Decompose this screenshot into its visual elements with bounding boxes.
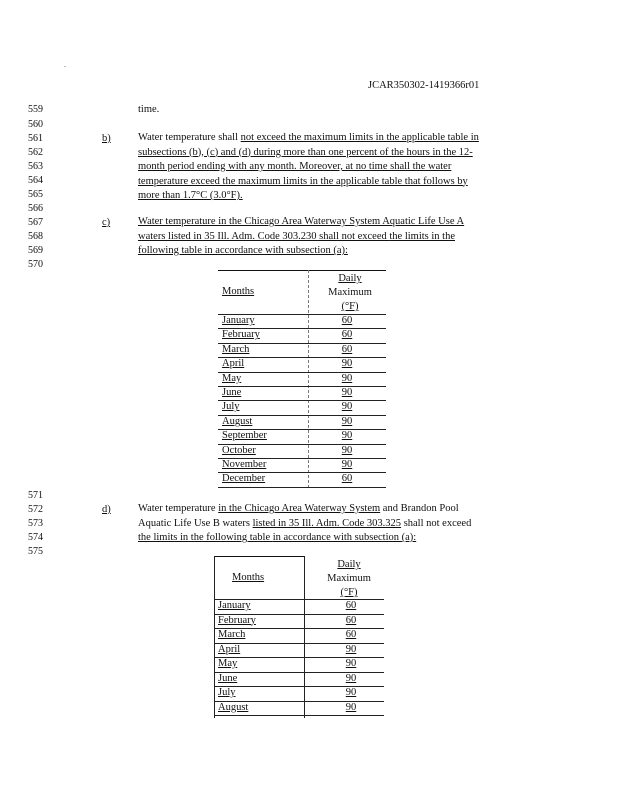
month-cell: May	[218, 658, 238, 669]
text-segment: in accordance with subsection (a):	[272, 532, 417, 543]
month-cell: February	[218, 614, 256, 626]
month-cell: March	[222, 343, 250, 355]
month-cell: March	[218, 629, 246, 640]
max-temp-cell: 60	[341, 473, 353, 485]
line-number-575: 575	[28, 546, 43, 557]
subsection-c-text	[138, 215, 464, 259]
month-cell: September	[222, 430, 267, 442]
month-cell: April	[222, 358, 245, 370]
month-cell: December	[222, 473, 266, 485]
line-number-572: 572	[28, 504, 43, 515]
max-temp-cell: 90	[341, 372, 353, 384]
month-cell: July	[222, 401, 240, 413]
header-line: Daily	[338, 273, 362, 284]
text-segment: Water temperature in the Chicago Area Waterway System Aquatic Life Use A	[138, 216, 465, 227]
month-cell: October	[222, 444, 256, 456]
continued-text: time.	[138, 104, 160, 115]
text-segment: during more than one percent of the hours in the 12-	[253, 146, 473, 158]
subsection-b-text	[138, 131, 479, 204]
max-temp-cell: 90	[345, 687, 357, 698]
text-segment: subsections (b), (c) and (d)	[138, 146, 254, 158]
table-top-rule	[214, 556, 304, 557]
header-line: Maximum	[328, 287, 372, 298]
max-temp-cell: 90	[341, 387, 353, 398]
line-number-568: 568	[28, 231, 43, 242]
month-cell: January	[222, 315, 255, 326]
months-header: Months	[232, 572, 265, 583]
max-temp-cell: 90	[341, 459, 353, 470]
header-line: Maximum	[327, 573, 371, 584]
text-segment: subsection (a):	[286, 245, 348, 256]
row-rule	[218, 487, 386, 488]
month-cell: May	[222, 372, 242, 384]
text-segment: shall not exceed	[401, 517, 472, 529]
header-line: (°F)	[340, 587, 358, 598]
text-segment: waters listed in 35 Ill. Adm. Code 303.230 shall not exceed	[138, 230, 390, 242]
header-line: Daily	[337, 559, 361, 570]
text-segment: the limits in the	[389, 230, 455, 242]
max-temp-cell: 90	[341, 430, 353, 442]
text-segment: Aquatic Life Use B waters	[138, 517, 253, 529]
month-cell: February	[222, 329, 260, 341]
daily-maximum-header	[314, 272, 386, 314]
line-number-563: 563	[28, 161, 43, 172]
subsection-b-label: b)	[102, 133, 111, 144]
line-number-559: 559	[28, 104, 43, 115]
subsection-c-label: c)	[102, 217, 111, 228]
temperature-table-d	[214, 556, 384, 718]
max-temp-cell: 90	[345, 643, 357, 655]
line-number-573: 573	[28, 518, 43, 529]
max-temp-cell: 90	[341, 415, 353, 427]
text-segment: month period ending with any month. Moreover, at no time shall the water	[138, 161, 452, 172]
month-cell: August	[222, 415, 253, 427]
subsection-d-label: d)	[102, 504, 111, 515]
month-cell: April	[218, 643, 241, 655]
text-segment: and Brandon Pool	[380, 503, 459, 514]
max-temp-cell: 90	[345, 701, 357, 713]
month-cell: January	[218, 600, 251, 611]
max-temp-cell: 90	[345, 672, 357, 684]
line-number-567: 567	[28, 217, 43, 228]
line-number-571: 571	[28, 490, 43, 501]
text-segment: listed in 35 Ill. Adm. Code 303.325	[252, 517, 402, 529]
column-divider	[308, 270, 309, 488]
line-number-560: 560	[28, 119, 43, 130]
max-temp-cell: 60	[341, 329, 353, 341]
text-segment: applicable table that follows by	[335, 175, 468, 187]
temperature-table-c	[218, 270, 386, 488]
text-segment: more than 1.7°C (3.0°F).	[138, 190, 243, 201]
text-segment: not exceed the maximum limits in the applicable table in	[240, 132, 479, 143]
text-segment: Water temperature shall	[138, 132, 241, 143]
line-number-565: 565	[28, 189, 43, 200]
month-cell: August	[218, 701, 249, 713]
months-header: Months	[222, 286, 255, 297]
text-segment: following table in accordance with	[138, 245, 287, 256]
max-temp-cell: 60	[341, 343, 353, 355]
line-number-574: 574	[28, 532, 43, 543]
table-top-rule	[218, 270, 386, 271]
column-divider	[304, 556, 305, 718]
month-cell: July	[218, 687, 236, 698]
max-temp-cell: 90	[345, 658, 357, 669]
max-temp-cell: 60	[345, 614, 357, 626]
subsection-d-text	[138, 502, 471, 546]
line-number-570: 570	[28, 259, 43, 270]
month-cell: November	[222, 459, 267, 470]
text-segment: temperature exceed the maximum limits in the	[138, 175, 336, 187]
table-left-border	[214, 556, 215, 718]
line-number-566: 566	[28, 203, 43, 214]
max-temp-cell: 60	[345, 629, 357, 640]
line-number-569: 569	[28, 245, 43, 256]
text-segment: Water temperature	[138, 503, 219, 514]
text-segment: in the Chicago Area Waterway System	[218, 503, 381, 514]
daily-maximum-header	[314, 558, 384, 600]
line-number-561: 561	[28, 133, 43, 144]
max-temp-cell: 90	[341, 444, 353, 456]
max-temp-cell: 90	[341, 358, 353, 370]
month-cell: June	[218, 672, 238, 684]
header-line: (°F)	[341, 301, 359, 312]
scan-speck: .	[64, 60, 66, 69]
row-rule	[214, 715, 384, 716]
document-id: JCAR350302-1419366r01	[368, 80, 480, 91]
month-cell: June	[222, 387, 242, 398]
max-temp-cell: 90	[341, 401, 353, 413]
text-segment: the limits in the following table	[138, 532, 273, 543]
max-temp-cell: 60	[345, 600, 357, 611]
max-temp-cell: 60	[341, 315, 353, 326]
line-number-564: 564	[28, 175, 43, 186]
line-number-562: 562	[28, 147, 43, 158]
